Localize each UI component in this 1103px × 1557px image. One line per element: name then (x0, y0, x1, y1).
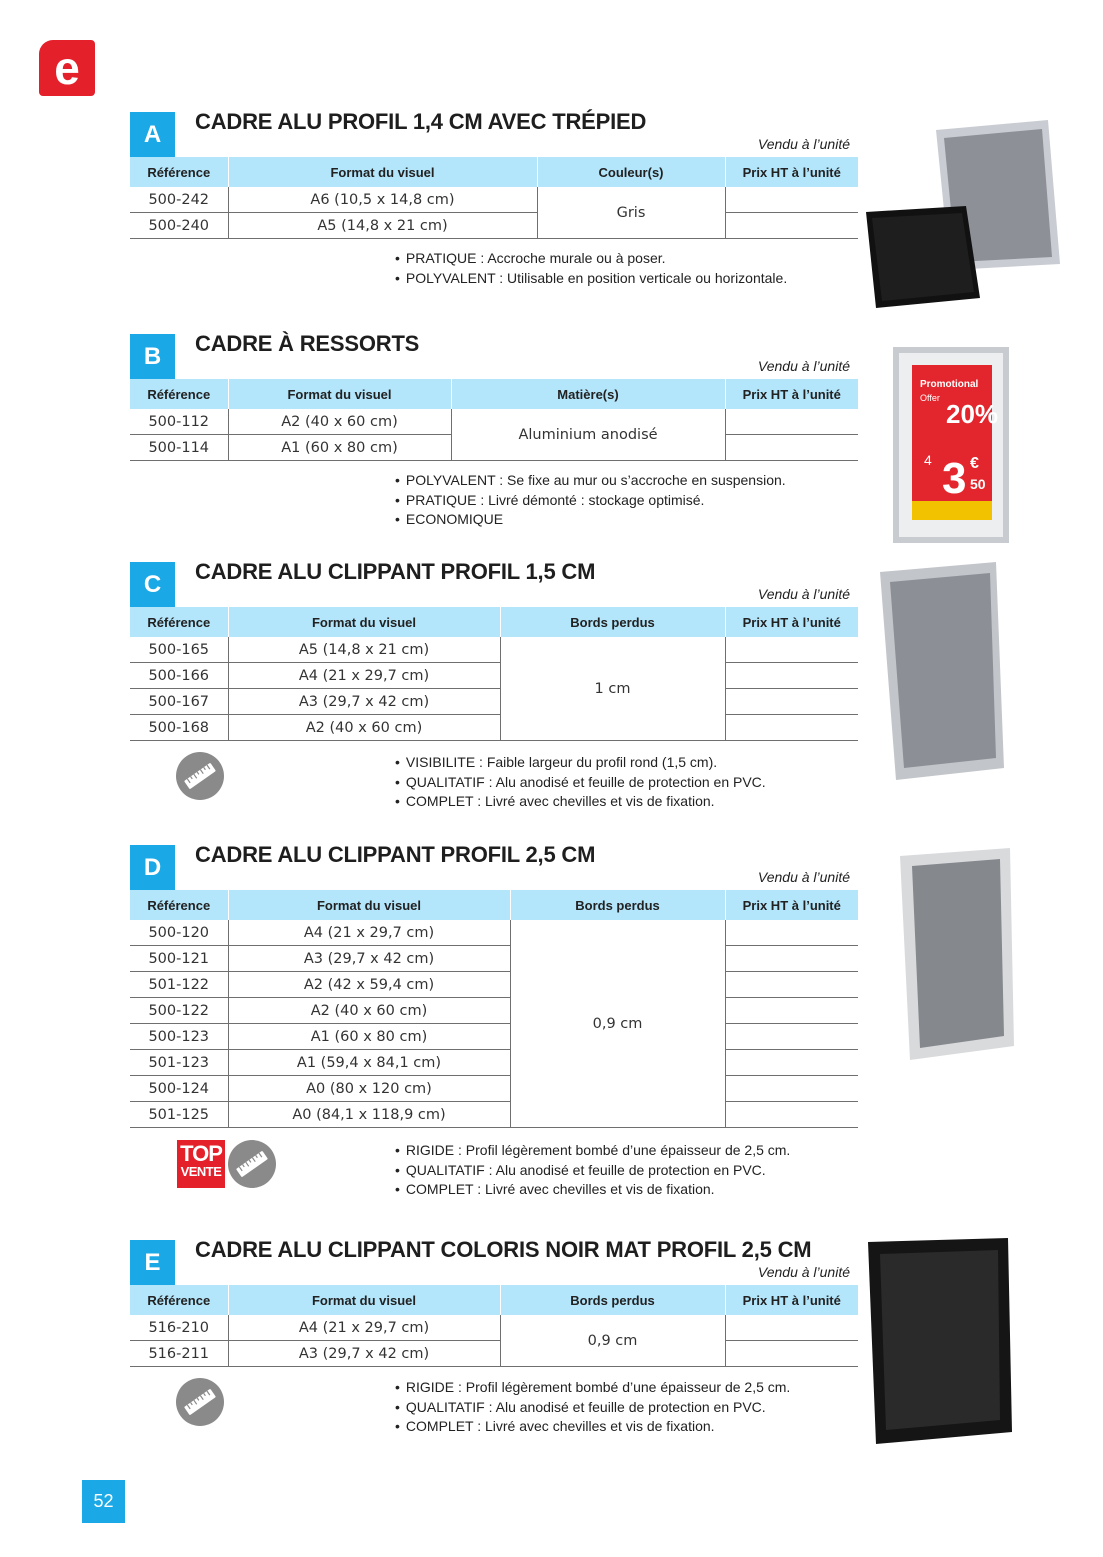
col-header: Référence (130, 607, 228, 637)
feature-item: • QUALITATIF : Alu anodisé et feuille de protection en PVC. (395, 1398, 790, 1418)
feature-list (395, 1141, 790, 1200)
reference-cell: 501-125 (130, 1102, 228, 1128)
table-row (130, 1341, 858, 1367)
price-cell (725, 409, 858, 435)
sold-per-unit: Vendu à l’unité (757, 136, 850, 152)
col-header: Prix HT à l’unité (725, 1285, 858, 1315)
format-cell: A1 (59,4 x 84,1 cm) (228, 1050, 510, 1076)
format-cell: A1 (60 x 80 cm) (228, 435, 451, 461)
sold-per-unit: Vendu à l’unité (757, 1264, 850, 1280)
table-row (130, 1050, 858, 1076)
price-cell (725, 920, 858, 946)
reference-cell: 500-122 (130, 998, 228, 1024)
feature-item: • POLYVALENT : Se fixe au mur ou s’accroche en suspension. (395, 471, 786, 491)
feature-item: • RIGIDE : Profil légèrement bombé d’une épaisseur de 2,5 cm. (395, 1378, 790, 1398)
poster-old-price: 4 (924, 452, 932, 468)
reference-cell: 500-123 (130, 1024, 228, 1050)
reference-cell: 501-123 (130, 1050, 228, 1076)
format-cell: A5 (14,8 x 21 cm) (228, 213, 537, 239)
product-photo-d (898, 846, 1016, 1062)
table-row (130, 187, 858, 213)
reference-cell: 500-242 (130, 187, 228, 213)
price-cell (725, 213, 858, 239)
feature-list (395, 753, 766, 812)
brand-logo: e (39, 40, 95, 96)
col-header: Référence (130, 1285, 228, 1315)
feature-item: • RIGIDE : Profil légèrement bombé d’une épaisseur de 2,5 cm. (395, 1141, 790, 1161)
poster-percent: 20% (946, 399, 999, 429)
col-header: Référence (130, 157, 228, 187)
table-row (130, 715, 858, 741)
table-row (130, 920, 858, 946)
table-row (130, 409, 858, 435)
sold-per-unit: Vendu à l’unité (757, 586, 850, 602)
table-row (130, 1076, 858, 1102)
col-header: Couleur(s) (537, 157, 725, 187)
feature-item: • PRATIQUE : Accroche murale ou à poser. (395, 249, 787, 269)
price-cell (725, 946, 858, 972)
price-cell (725, 715, 858, 741)
product-photo-a (862, 118, 1064, 313)
format-cell: A4 (21 x 29,7 cm) (228, 920, 510, 946)
col-header: Format du visuel (228, 890, 510, 920)
reference-cell: 500-120 (130, 920, 228, 946)
table-row (130, 689, 858, 715)
price-cell (725, 972, 858, 998)
price-cell (725, 1050, 858, 1076)
col-header: Prix HT à l’unité (725, 607, 858, 637)
section-title: CADRE ALU CLIPPANT PROFIL 1,5 CM (195, 559, 596, 584)
price-cell (725, 1102, 858, 1128)
table-row (130, 1102, 858, 1128)
format-cell: A6 (10,5 x 14,8 cm) (228, 187, 537, 213)
bleed-cell: 0,9 cm (500, 1315, 725, 1367)
price-cell (725, 1076, 858, 1102)
price-cell (725, 637, 858, 663)
sold-per-unit: Vendu à l’unité (757, 869, 850, 885)
feature-item: • VISIBILITE : Faible largeur du profil rond (1,5 cm). (395, 753, 766, 773)
bleed-cell: 0,9 cm (510, 920, 725, 1128)
product-table (130, 157, 858, 239)
col-header: Bords perdus (500, 607, 725, 637)
section-title: CADRE ALU PROFIL 1,4 CM AVEC TRÉPIED (195, 109, 647, 134)
price-cell (725, 1341, 858, 1367)
page-number: 52 (82, 1480, 125, 1523)
feature-item: • COMPLET : Livré avec chevilles et vis de fixation. (395, 1417, 790, 1437)
table-row (130, 663, 858, 689)
table-row (130, 972, 858, 998)
feature-item: • PRATIQUE : Livré démonté : stockage optimisé. (395, 491, 786, 511)
format-cell: A3 (29,7 x 42 cm) (228, 1341, 500, 1367)
col-header: Référence (130, 379, 228, 409)
feature-item: • ECONOMIQUE (395, 510, 786, 530)
poster-line1: Promotional (920, 379, 979, 390)
format-cell: A0 (80 x 120 cm) (228, 1076, 510, 1102)
feature-item: • POLYVALENT : Utilisable en position verticale ou horizontale. (395, 269, 787, 289)
section-letter: B (130, 334, 175, 379)
section-letter: E (130, 1240, 175, 1285)
section-letter: D (130, 845, 175, 890)
price-cell (725, 1315, 858, 1341)
reference-cell: 501-122 (130, 972, 228, 998)
section-title: CADRE ALU CLIPPANT PROFIL 2,5 CM (195, 842, 596, 867)
col-header: Bords perdus (500, 1285, 725, 1315)
format-cell: A4 (21 x 29,7 cm) (228, 1315, 500, 1341)
table-row (130, 998, 858, 1024)
price-cell (725, 663, 858, 689)
reference-cell: 500-114 (130, 435, 228, 461)
product-photo-c (878, 560, 1010, 782)
format-cell: A1 (60 x 80 cm) (228, 1024, 510, 1050)
feature-item: • QUALITATIF : Alu anodisé et feuille de protection en PVC. (395, 1161, 790, 1181)
feature-list (395, 1378, 790, 1437)
table-row (130, 213, 858, 239)
product-table (130, 890, 858, 1128)
col-header: Prix HT à l’unité (725, 379, 858, 409)
col-header: Format du visuel (228, 379, 451, 409)
price-cell (725, 435, 858, 461)
product-table (130, 607, 858, 741)
section-letter: A (130, 112, 175, 157)
price-cell (725, 998, 858, 1024)
reference-cell: 500-112 (130, 409, 228, 435)
poster-cents: 50 (970, 476, 986, 492)
format-cell: A2 (42 x 59,4 cm) (228, 972, 510, 998)
reference-cell: 516-210 (130, 1315, 228, 1341)
poster-euro: € (970, 455, 979, 472)
price-cell (725, 1024, 858, 1050)
reference-cell: 500-165 (130, 637, 228, 663)
product-photo-b (890, 343, 1012, 548)
top-vente-badge: TOP VENTE (177, 1140, 225, 1188)
feature-item: • COMPLET : Livré avec chevilles et vis de fixation. (395, 1180, 790, 1200)
ruler-icon (228, 1140, 276, 1188)
product-photo-e (866, 1236, 1016, 1448)
bleed-cell: 1 cm (500, 637, 725, 741)
table-row (130, 637, 858, 663)
reference-cell: 516-211 (130, 1341, 228, 1367)
format-cell: A2 (40 x 60 cm) (228, 715, 500, 741)
ruler-icon (176, 752, 224, 800)
feature-item: • QUALITATIF : Alu anodisé et feuille de protection en PVC. (395, 773, 766, 793)
feature-list (395, 471, 786, 530)
col-header: Matière(s) (451, 379, 725, 409)
material-cell: Aluminium anodisé (451, 409, 725, 461)
format-cell: A3 (29,7 x 42 cm) (228, 946, 510, 972)
ruler-icon (176, 1378, 224, 1426)
price-cell (725, 187, 858, 213)
feature-list (395, 249, 787, 288)
feature-item: • COMPLET : Livré avec chevilles et vis de fixation. (395, 792, 766, 812)
price-cell (725, 689, 858, 715)
product-table (130, 379, 858, 461)
reference-cell: 500-167 (130, 689, 228, 715)
section-title: CADRE ALU CLIPPANT COLORIS NOIR MAT PROFIL 2,5 CM (195, 1237, 812, 1262)
col-header: Prix HT à l’unité (725, 157, 858, 187)
reference-cell: 500-166 (130, 663, 228, 689)
col-header: Format du visuel (228, 607, 500, 637)
col-header: Format du visuel (228, 157, 537, 187)
product-table (130, 1285, 858, 1367)
format-cell: A0 (84,1 x 118,9 cm) (228, 1102, 510, 1128)
table-row (130, 1024, 858, 1050)
reference-cell: 500-121 (130, 946, 228, 972)
format-cell: A2 (40 x 60 cm) (228, 998, 510, 1024)
table-row (130, 946, 858, 972)
col-header: Référence (130, 890, 228, 920)
reference-cell: 500-168 (130, 715, 228, 741)
col-header: Prix HT à l’unité (725, 890, 858, 920)
reference-cell: 500-124 (130, 1076, 228, 1102)
format-cell: A3 (29,7 x 42 cm) (228, 689, 500, 715)
poster-line2: Offer (920, 393, 940, 403)
format-cell: A4 (21 x 29,7 cm) (228, 663, 500, 689)
poster-price: 3 (942, 454, 967, 503)
format-cell: A5 (14,8 x 21 cm) (228, 637, 500, 663)
col-header: Bords perdus (510, 890, 725, 920)
format-cell: A2 (40 x 60 cm) (228, 409, 451, 435)
section-title: CADRE À RESSORTS (195, 331, 420, 356)
sold-per-unit: Vendu à l’unité (757, 358, 850, 374)
reference-cell: 500-240 (130, 213, 228, 239)
section-letter: C (130, 562, 175, 607)
color-cell: Gris (537, 187, 725, 239)
table-row (130, 1315, 858, 1341)
col-header: Format du visuel (228, 1285, 500, 1315)
